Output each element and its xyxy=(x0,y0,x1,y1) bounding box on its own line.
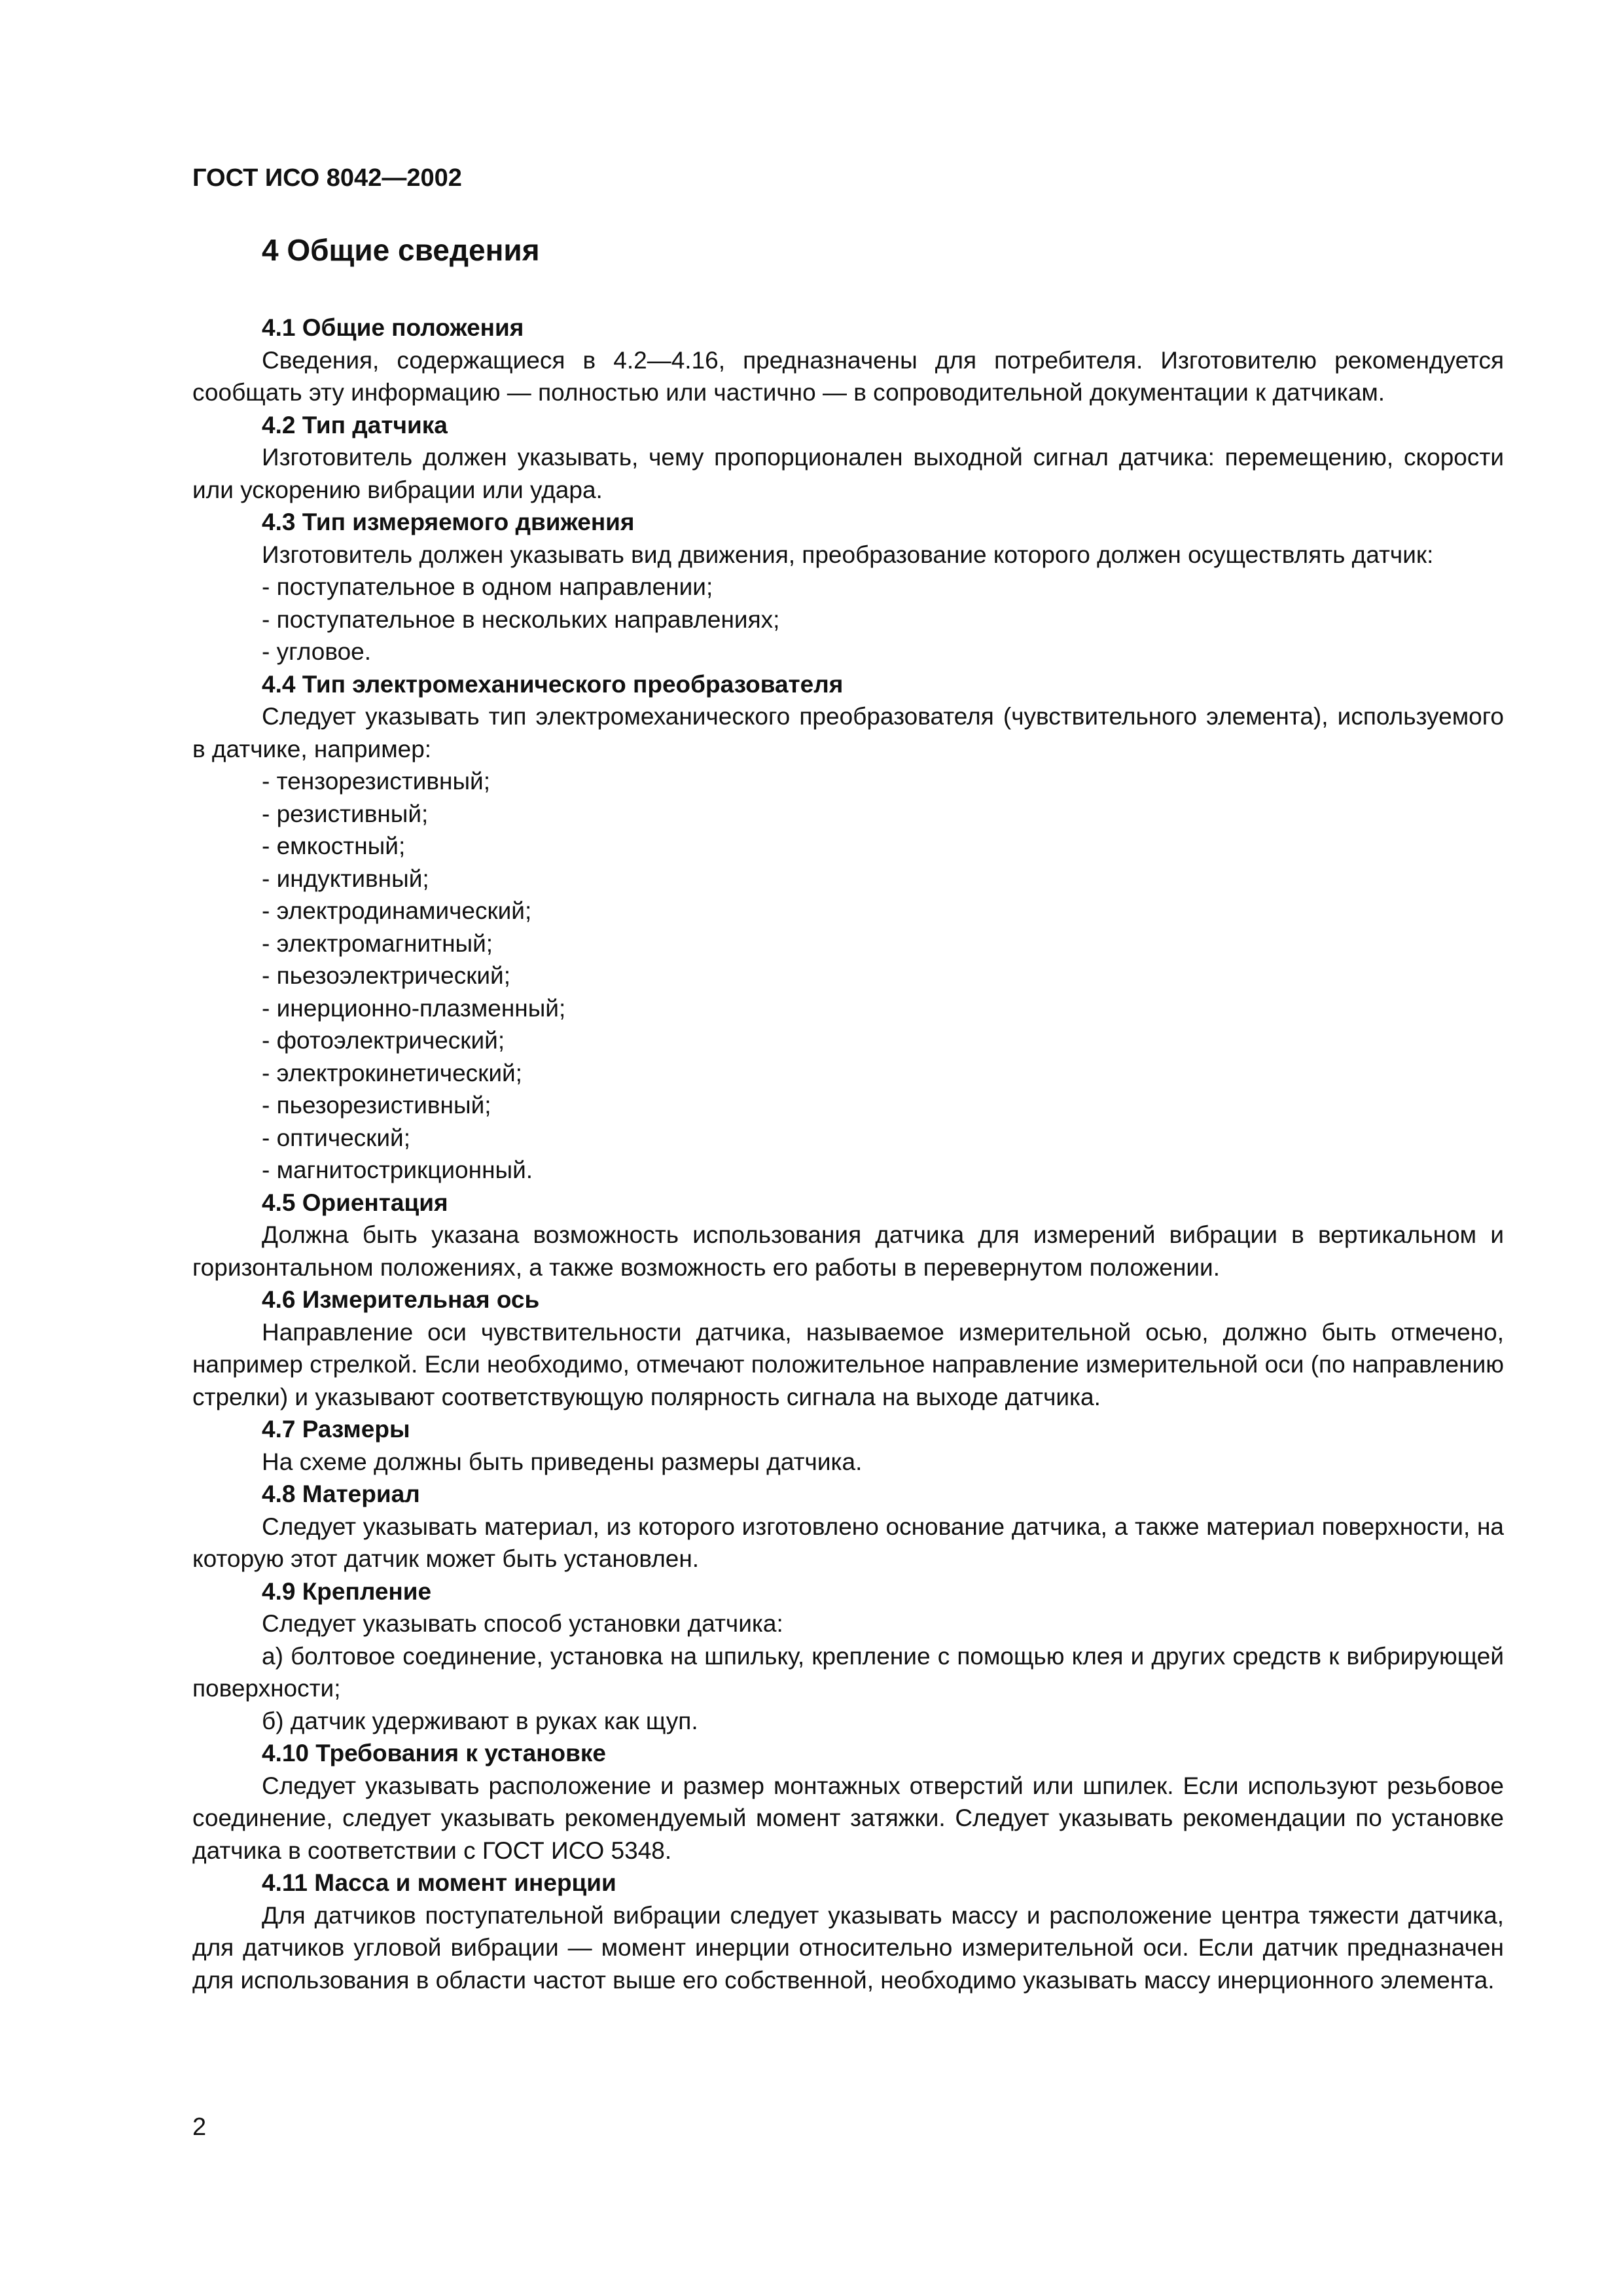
list-item: - поступательное в нескольких направлениях; xyxy=(262,605,780,633)
section-title: 4 Общие сведения xyxy=(262,233,540,267)
list-item: - пьезорезистивный; xyxy=(262,1092,491,1119)
document-body xyxy=(192,229,1504,1996)
list-item: - емкостный; xyxy=(262,833,406,859)
clause-4-11 xyxy=(192,1867,1504,1996)
clause-paragraph: Следует указывать тип электромеханического преобразователя (чувствительного элемента), используемого в датчике, например: xyxy=(192,703,1504,762)
clause-paragraph: На схеме должны быть приведены размеры датчика. xyxy=(262,1448,863,1475)
clause-4-9 xyxy=(192,1575,1504,1738)
list-item: - тензорезистивный; xyxy=(262,768,490,795)
clause-paragraph: Следует указывать расположение и размер монтажных отверстий или шпилек. Если используют резьбовое соединение, следует указывать рекомендуемый момент затяжки. Следует указывать рекомендации по установке датчика в соответствии с ГОСТ ИСО 5348. xyxy=(192,1772,1504,1864)
list-item: - электромагнитный; xyxy=(262,929,493,957)
clause-paragraph: Изготовитель должен указывать вид движения, преобразование которого должен осуществлять датчик: xyxy=(262,541,1434,568)
clause-4-7 xyxy=(192,1413,1504,1478)
clause-paragraph: Следует указывать способ установки датчика: xyxy=(262,1610,783,1637)
clause-paragraph: Направление оси чувствительности датчика, называемое измерительной осью, должно быть отмечено, например стрелкой. Если необходимо, отмечают положительное направление измерительной оси (по направлению стрелки) и указывают соответствующую полярность сигнала на выходе датчика. xyxy=(192,1318,1504,1410)
clause-paragraph: Сведения, содержащиеся в 4.2—4.16, предназначены для потребителя. Изготовителю рекомендуется сообщать эту информацию — полностью или частично — в сопроводительной документации к датчикам. xyxy=(192,346,1504,406)
clause-title: 4.4 Тип электромеханического преобразователя xyxy=(262,670,844,698)
clause-4-4 xyxy=(192,668,1504,1187)
list-item: - угловое. xyxy=(262,638,372,665)
list-item: - индуктивный; xyxy=(262,865,429,892)
clause-title: 4.6 Измерительная ось xyxy=(262,1286,540,1313)
clause-title: 4.7 Размеры xyxy=(262,1416,410,1443)
clause-4-10 xyxy=(192,1737,1504,1867)
clause-4-1 xyxy=(192,312,1504,409)
clause-paragraph: Должна быть указана возможность использования датчика для измерений вибрации в вертикальном и горизонтальном положениях, а также возможность его работы в перевернутом положении. xyxy=(192,1221,1504,1281)
clause-title: 4.3 Тип измеряемого движения xyxy=(262,509,635,535)
list-item: - инерционно-плазменный; xyxy=(262,994,566,1022)
list-item: - резистивный; xyxy=(262,800,429,827)
clause-4-3 xyxy=(192,506,1504,668)
list-item: - пьезоэлектрический; xyxy=(262,962,510,989)
clause-title: 4.1 Общие положения xyxy=(262,314,524,341)
clause-4-5 xyxy=(192,1187,1504,1284)
list-item: - поступательное в одном направлении; xyxy=(262,573,713,600)
clause-4-6 xyxy=(192,1283,1504,1413)
list-item: - оптический; xyxy=(262,1124,410,1151)
clause-title: 4.11 Масса и момент инерции xyxy=(262,1869,616,1896)
page-number: 2 xyxy=(192,2113,207,2141)
clause-paragraph: а) болтовое соединение, установка на шпильку, крепление с помощью клея и других средств к вибрирующей поверхности; xyxy=(192,1642,1504,1702)
list-item: - магнитострикционный. xyxy=(262,1157,533,1183)
clause-title: 4.2 Тип датчика xyxy=(262,411,448,439)
clause-title: 4.10 Требования к установке xyxy=(262,1740,606,1767)
clause-paragraph: Для датчиков поступательной вибрации следует указывать массу и расположение центра тяжести датчика, для датчиков угловой вибрации — момент инерции относительно измерительной оси. Если датчик предназначен для использования в области частот выше его собственной, необходимо указывать массу инерционного элемента. xyxy=(192,1901,1504,1994)
clause-paragraph: Следует указывать материал, из которого изготовлено основание датчика, а также материал поверхности, на которую этот датчик может быть установлен. xyxy=(192,1513,1504,1572)
clause-paragraph: б) датчик удерживают в руках как щуп. xyxy=(262,1707,698,1734)
list-item: - электрокинетический; xyxy=(262,1059,522,1086)
list-item: - электродинамический; xyxy=(262,897,532,924)
clause-title: 4.8 Материал xyxy=(262,1480,420,1507)
clause-4-2 xyxy=(192,409,1504,507)
clause-title: 4.9 Крепление xyxy=(262,1577,432,1605)
document-code-header: ГОСТ ИСО 8042—2002 xyxy=(192,164,462,192)
list-item: - фотоэлектрический; xyxy=(262,1027,505,1054)
clause-4-8 xyxy=(192,1478,1504,1575)
clause-title: 4.5 Ориентация xyxy=(262,1189,448,1216)
clause-paragraph: Изготовитель должен указывать, чему пропорционален выходной сигнал датчика: перемещению, скорости или ускорению вибрации или удара. xyxy=(192,444,1504,503)
